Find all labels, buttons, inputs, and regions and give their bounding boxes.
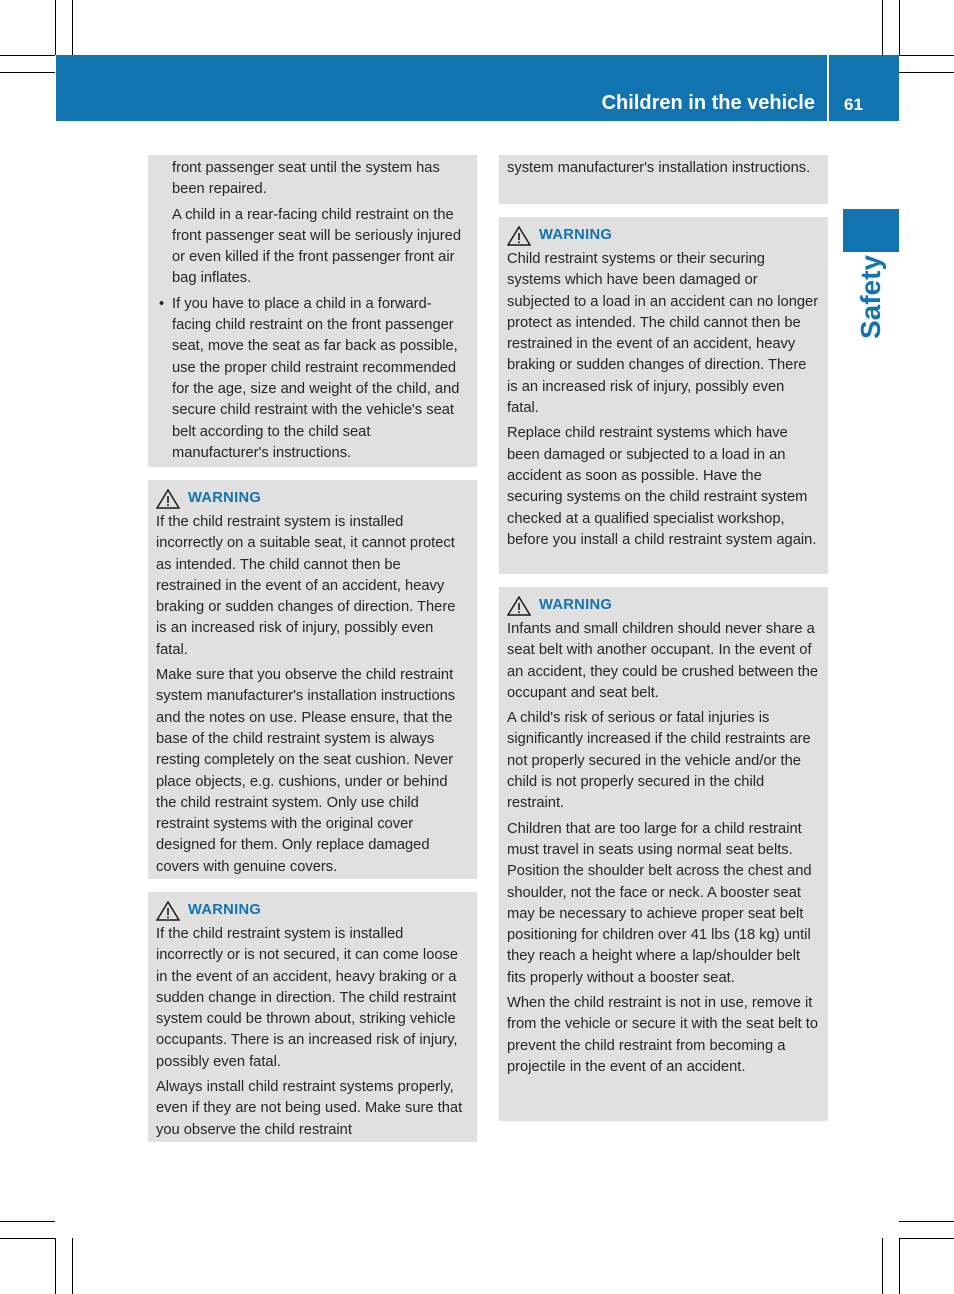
section-title: Children in the vehicle [601,92,815,114]
crop-mark [899,1221,954,1222]
warning-text: Children that are too large for a child restraint must travel in seats using normal seat belts. Position the shoulder belt across the chest and shoulder, not the face or neck. A booster seat may be necessary to achieve proper seat belt positioning for children over 41 lbs (18 kg) until they reach a height where a lap/shoulder belt fits properly without a booster seat. [507,820,812,986]
warning-text: Always install child restraint systems properly, even if they are not being used. Make sure that you observe the child restraint [156,1079,463,1138]
warning-heading [507,225,820,247]
warning-text: Replace child restraint systems which have been damaged or subjected to a load in an accident as soon as possible. Have the securing systems on the child restraint system checked at a qualified specialist workshop, before you install a child restraint system again. [507,425,817,548]
page-number: 61 [844,95,863,114]
page-header [56,55,899,121]
warning-box [499,217,828,574]
warning-text: Child restraint systems or their securing systems which have been damaged or subjected to a load in an accident can no longer protect as intended. The child cannot then be restrained in the event of an accident, heavy braking or sudden changes of direction. There is an increased risk of injury, possibly even fatal. [507,251,819,417]
crop-mark [72,0,73,55]
warning-box [148,892,477,1142]
continued-notice-box [148,155,477,467]
warning-triangle-icon [156,901,180,921]
warning-heading [156,900,469,922]
warning-box [499,587,828,1121]
crop-mark [899,72,954,73]
warning-text: Make sure that you observe the child restraint system manufacturer's installation instructions and the notes on use. Please ensure, that the base of the child restraint system is always resting completely on the seat cushion. Never place objects, e.g. cushions, under or behind the child restraint system. Only use child restraint systems with the original cover designed for them. Only replace damaged covers with genuine covers. [156,667,456,875]
crop-mark [882,1238,883,1294]
warning-box [148,480,477,879]
header-divider [827,55,829,121]
crop-mark [899,1238,900,1294]
crop-mark [55,1238,56,1294]
warning-triangle-icon [156,489,180,509]
warning-heading [507,595,820,617]
warning-text: When the child restraint is not in use, remove it from the vehicle or secure it with the seat belt to prevent the child restraint from becoming a projectile in the event of an accident. [507,995,819,1075]
warning-label: WARNING [539,227,613,244]
chapter-label: Safety [855,254,886,340]
crop-mark [0,1238,55,1239]
crop-mark [0,72,55,73]
warning-text: Infants and small children should never share a seat belt with another occupant. In the event of an accident, they could be crushed between the occupant and seat belt. [507,621,819,701]
chapter-tab [843,209,899,252]
warning-triangle-icon [507,596,531,616]
warning-heading [156,488,469,510]
warning-label: WARNING [188,902,262,919]
warning-text: If the child restraint system is installed incorrectly on a suitable seat, it cannot protect as intended. The child cannot then be restrained in the event of an accident, heavy braking or sudden changes of direction. There is an increased risk of injury, possibly even fatal. [156,514,456,658]
bullet-item: • If you have to place a child in a forward-facing child restraint on the front passenger seat, move the seat as far back as possible, use the proper child restraint recommended for the age, size and weight of the child, and secure child restraint with the vehicle's seat belt according to the child seat manufacturer's instructions. [156,294,469,464]
instruction-text: system manufacturer's installation instructions. [507,160,811,176]
crop-mark [882,0,883,55]
crop-mark [899,1238,954,1239]
warning-text: A child's risk of serious or fatal injuries is significantly increased if the child restraints are not properly secured in the vehicle and/or the child is not properly secured in the child restraint. [507,710,811,812]
crop-mark [55,0,56,55]
crop-mark [0,55,55,56]
warning-label: WARNING [539,597,613,614]
continued-instruction-box [499,155,828,204]
warning-triangle-icon [507,226,531,246]
crop-mark [0,1221,55,1222]
notice-text: front passenger seat until the system has been repaired. [172,160,440,198]
crop-mark [72,1238,73,1294]
notice-text: A child in a rear-facing child restraint on the front passenger seat will be seriously injured or even killed if the front passenger front air bag inflates. [172,206,462,287]
crop-mark [899,0,900,55]
crop-mark [899,55,954,56]
warning-label: WARNING [188,490,262,507]
warning-text: If the child restraint system is installed incorrectly or is not secured, it can come loose in the event of an accident, heavy braking or a sudden change in direction. The child restraint system could be thrown about, striking vehicle occupants. There is an increased risk of injury, possibly even fatal. [156,926,459,1070]
